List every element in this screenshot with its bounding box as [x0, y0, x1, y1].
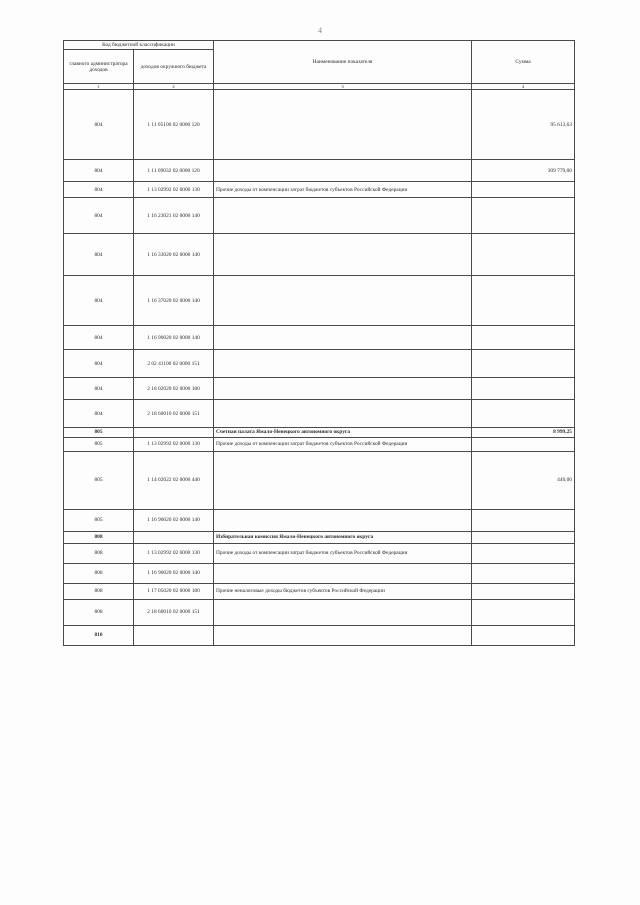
col-num-4: 4: [472, 84, 575, 90]
amount: [472, 509, 575, 531]
header-name: Наименование показателя: [214, 41, 472, 84]
table-row: [64, 625, 575, 645]
amount: [472, 326, 575, 350]
amount: [472, 563, 575, 583]
indicator-name: Избирательная комиссия Ямало-Ненецкого автономного округа: [214, 531, 472, 543]
amount: 309 779,00: [472, 160, 575, 182]
amount: [472, 182, 575, 198]
indicator-name: [214, 90, 472, 160]
table-row: [64, 378, 575, 400]
income-code: 2 02 41100 02 0000 151: [134, 350, 214, 378]
header-group: Код бюджетной классификации: [64, 41, 214, 50]
amount: [472, 198, 575, 234]
admin-code: 805: [64, 428, 134, 437]
indicator-name: [214, 625, 472, 645]
table-row: [64, 160, 575, 182]
indicator-name: [214, 276, 472, 326]
table-row: [64, 350, 575, 378]
table-row: [64, 599, 575, 625]
amount: [472, 583, 575, 599]
amount: [472, 276, 575, 326]
indicator-name: [214, 198, 472, 234]
table-row: [64, 198, 575, 234]
indicator-name: [214, 599, 472, 625]
amount: [472, 400, 575, 428]
income-code: 1 13 02992 02 0000 130: [134, 437, 214, 451]
table-row: [64, 234, 575, 276]
admin-code: 804: [64, 182, 134, 198]
income-code: 1 16 90020 02 0000 140: [134, 326, 214, 350]
admin-code: 804: [64, 90, 134, 160]
admin-code: 804: [64, 198, 134, 234]
amount: [472, 625, 575, 645]
income-code: 2 18 60010 02 0000 151: [134, 400, 214, 428]
col-num-1: 1: [64, 84, 134, 90]
income-code: 1 16 90020 02 0000 140: [134, 563, 214, 583]
indicator-name: [214, 400, 472, 428]
income-code: 1 14 02022 02 0000 440: [134, 451, 214, 509]
admin-code: 805: [64, 437, 134, 451]
admin-code: 808: [64, 583, 134, 599]
admin-code: 810: [64, 625, 134, 645]
admin-code: 804: [64, 350, 134, 378]
indicator-name: [214, 234, 472, 276]
header-sum: Сумма: [472, 41, 575, 84]
amount: [472, 350, 575, 378]
indicator-name: [214, 563, 472, 583]
table-row: [64, 531, 575, 543]
table-row: [64, 583, 575, 599]
page-number: 4: [318, 26, 322, 35]
table-row: [64, 451, 575, 509]
income-code: 1 13 02992 02 0000 130: [134, 182, 214, 198]
admin-code: 804: [64, 378, 134, 400]
indicator-name: [214, 350, 472, 378]
indicator-name: [214, 160, 472, 182]
table-row: [64, 400, 575, 428]
admin-code: 808: [64, 599, 134, 625]
admin-code: 805: [64, 451, 134, 509]
indicator-name: Счетная палата Ямало-Ненецкого автономного округа: [214, 428, 472, 437]
header-admin: главного администратора доходов: [64, 50, 134, 84]
table-row: [64, 326, 575, 350]
income-code: [134, 625, 214, 645]
table-row: [64, 437, 575, 451]
table-row: [64, 276, 575, 326]
indicator-name: [214, 509, 472, 531]
amount: [472, 378, 575, 400]
admin-code: 805: [64, 509, 134, 531]
indicator-name: Прочие доходы от компенсации затрат бюджетов субъектов Российской Федерации: [214, 182, 472, 198]
income-code: [134, 531, 214, 543]
income-code: 1 17 05020 02 0000 180: [134, 583, 214, 599]
col-num-2: 2: [134, 84, 214, 90]
income-code: 1 11 09032 02 0000 120: [134, 160, 214, 182]
table-row: [64, 563, 575, 583]
income-code: 2 18 60010 02 0000 151: [134, 599, 214, 625]
income-code: [134, 428, 214, 437]
amount: 440,00: [472, 451, 575, 509]
amount: [472, 437, 575, 451]
amount: 95 613,63: [472, 90, 575, 160]
admin-code: 804: [64, 160, 134, 182]
col-num-3: 3: [214, 84, 472, 90]
income-code: 1 16 37020 02 0000 140: [134, 276, 214, 326]
indicator-name: [214, 378, 472, 400]
amount: [472, 234, 575, 276]
table-row: [64, 428, 575, 437]
income-code: 2 18 02020 02 0000 180: [134, 378, 214, 400]
table-row: [64, 182, 575, 198]
income-code: 1 16 90020 02 0000 140: [134, 509, 214, 531]
header-income: доходов окружного бюджета: [134, 50, 214, 84]
table-row: [64, 543, 575, 563]
income-code: 1 11 05100 02 0000 120: [134, 90, 214, 160]
amount: [472, 543, 575, 563]
amount: 8 999,25: [472, 428, 575, 437]
indicator-name: Прочие доходы от компенсации затрат бюджетов субъектов Российской Федерации: [214, 437, 472, 451]
table-row: [64, 90, 575, 160]
admin-code: 804: [64, 400, 134, 428]
admin-code: 804: [64, 326, 134, 350]
income-code: 1 13 02992 02 0000 130: [134, 543, 214, 563]
income-code: 1 16 33020 02 0000 140: [134, 234, 214, 276]
budget-table: [63, 40, 575, 646]
income-code: 1 16 23021 02 0000 140: [134, 198, 214, 234]
amount: [472, 599, 575, 625]
admin-code: 808: [64, 543, 134, 563]
admin-code: 804: [64, 234, 134, 276]
table-row: [64, 509, 575, 531]
indicator-name: Прочие доходы от компенсации затрат бюджетов субъектов Российской Федерации: [214, 543, 472, 563]
admin-code: 804: [64, 276, 134, 326]
indicator-name: [214, 326, 472, 350]
admin-code: 808: [64, 531, 134, 543]
amount: [472, 531, 575, 543]
indicator-name: [214, 451, 472, 509]
indicator-name: Прочие неналоговые доходы бюджетов субъектов Российской Федерации: [214, 583, 472, 599]
admin-code: 808: [64, 563, 134, 583]
